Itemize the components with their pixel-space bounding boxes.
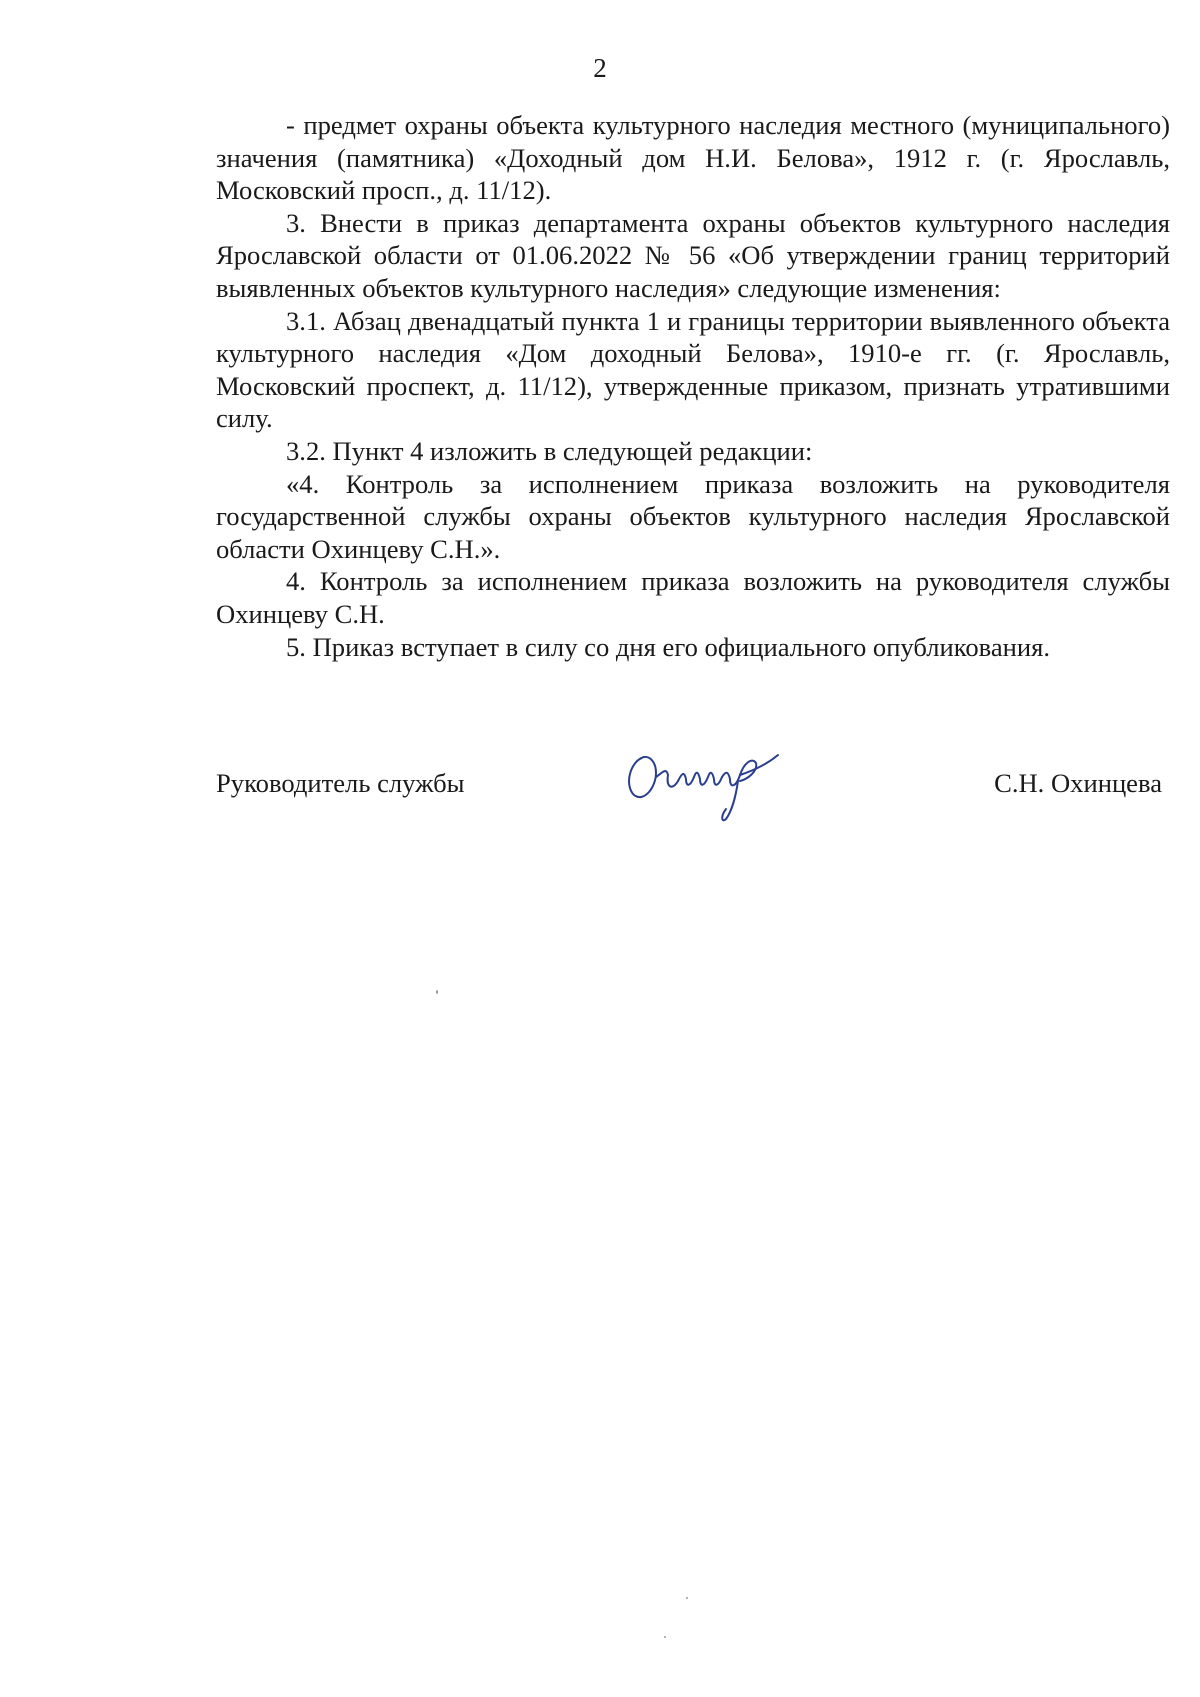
- paragraph-item-3-1: 3.1. Абзац двенадцатый пункта 1 и границы территории выявленного объекта культурного наследия «Дом доходный Белова», 1910-е гг. (г. Ярославль, Московский проспект, д. 11/12), утвержденные приказом, признать утратившими силу.: [216, 305, 1170, 434]
- paragraph-item-5: 5. Приказ вступает в силу со дня его официального опубликования.: [286, 631, 1050, 662]
- page-number: 2: [593, 53, 607, 83]
- paragraph-item-3-2: 3.2. Пункт 4 изложить в следующей редакции:: [286, 435, 813, 466]
- signatory-name: С.Н. Охинцева: [994, 768, 1162, 798]
- handwritten-signature: [616, 737, 806, 827]
- paragraph-item-4: 4. Контроль за исполнением приказа возложить на руководителя службы Охинцеву С.Н.: [216, 566, 1170, 629]
- scan-speck: [686, 1597, 688, 1599]
- document-body: [216, 109, 1170, 663]
- paragraph-quoted-item-4: «4. Контроль за исполнением приказа возложить на руководителя государственной службы охраны объектов культурного наследия Ярославской области Охинцеву С.Н.».: [216, 468, 1170, 564]
- paragraph-protection-subject: - предмет охраны объекта культурного наследия местного (муниципального) значения (памятника) «Доходный дом Н.И. Белова», 1912 г. (г. Ярославль, Московский просп., д. 11/12).: [216, 110, 1170, 206]
- signature-block: [216, 745, 1170, 835]
- scan-speck: [436, 990, 438, 994]
- scan-speck: [664, 1636, 666, 1638]
- signatory-position: Руководитель службы: [216, 768, 465, 798]
- paragraph-item-3: 3. Внести в приказ департамента охраны объектов культурного наследия Ярославской области от 01.06.2022 № 56 «Об утверждении границ территорий выявленных объектов культурного наследия» следующие изменения:: [216, 207, 1170, 303]
